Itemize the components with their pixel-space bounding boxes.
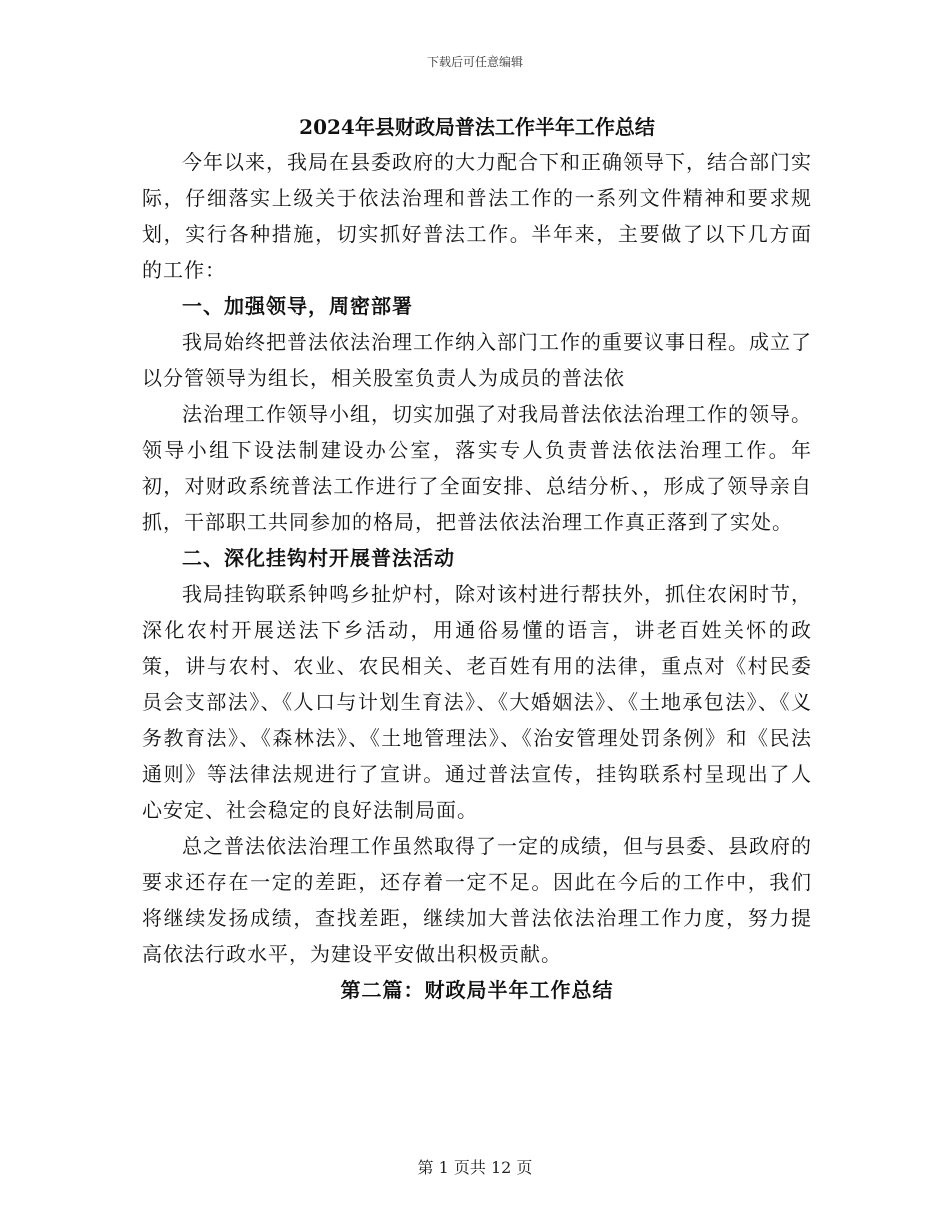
header-note: 下载后可任意编辑 [426, 55, 523, 69]
section-1-paragraph-2: 法治理工作领导小组，切实加强了对我局普法依法治理工作的领导。领导小组下设法制建设办公室，落实专人负责普法依法治理工作。年初，对财政系统普法工作进行了全面安排、总结分析、，形成了领导亲自抓，干部职工共同参加的格局，把普法依法治理工作真正落到了实处。 [142, 402, 812, 534]
section-1-heading: 一、加强领导，周密部署 [182, 294, 413, 318]
document-body [142, 110, 812, 1008]
intro-paragraph: 今年以来，我局在县委政府的大力配合下和正确领导下，结合部门实际，仔细落实上级关于依法治理和普法工作的一系列文件精神和要求规划，实行各种措施，切实抓好普法工作。半年来，主要做了以下几方面的工作： [142, 150, 812, 282]
second-part-title: 第二篇：财政局半年工作总结 [340, 978, 614, 1002]
document-title: 2024年县财政局普法工作半年工作总结 [299, 115, 655, 139]
page-footer: 第 1 页共 12 页 [417, 1158, 533, 1177]
conclusion-paragraph: 总之普法依法治理工作虽然取得了一定的成绩，但与县委、县政府的要求还存在一定的差距，还存着一定不足。因此在今后的工作中，我们将继续发扬成绩，查找差距，继续加大普法依法治理工作力度，努力提高依法行政水平，为建设平安做出积极贡献。 [142, 834, 812, 966]
section-1-paragraph-1: 我局始终把普法依法治理工作纳入部门工作的重要议事日程。成立了以分管领导为组长，相关股室负责人为成员的普法依 [142, 330, 812, 390]
section-2-paragraph: 我局挂钩联系钟鸣乡扯炉村，除对该村进行帮扶外，抓住农闲时节，深化农村开展送法下乡活动，用通俗易懂的语言，讲老百姓关怀的政策，讲与农村、农业、农民相关、老百姓有用的法律，重点对《村民委员会支部法》、《人口与计划生育法》、《大婚姻法》、《土地承包法》、《义务教育法》、《森林法》、《土地管理法》、《治安管理处罚条例》和《民法通则》等法律法规进行了宣讲。通过普法宣传，挂钩联系村呈现出了人心安定、社会稳定的良好法制局面。 [142, 582, 812, 822]
section-2-heading: 二、深化挂钩村开展普法活动 [182, 546, 455, 570]
